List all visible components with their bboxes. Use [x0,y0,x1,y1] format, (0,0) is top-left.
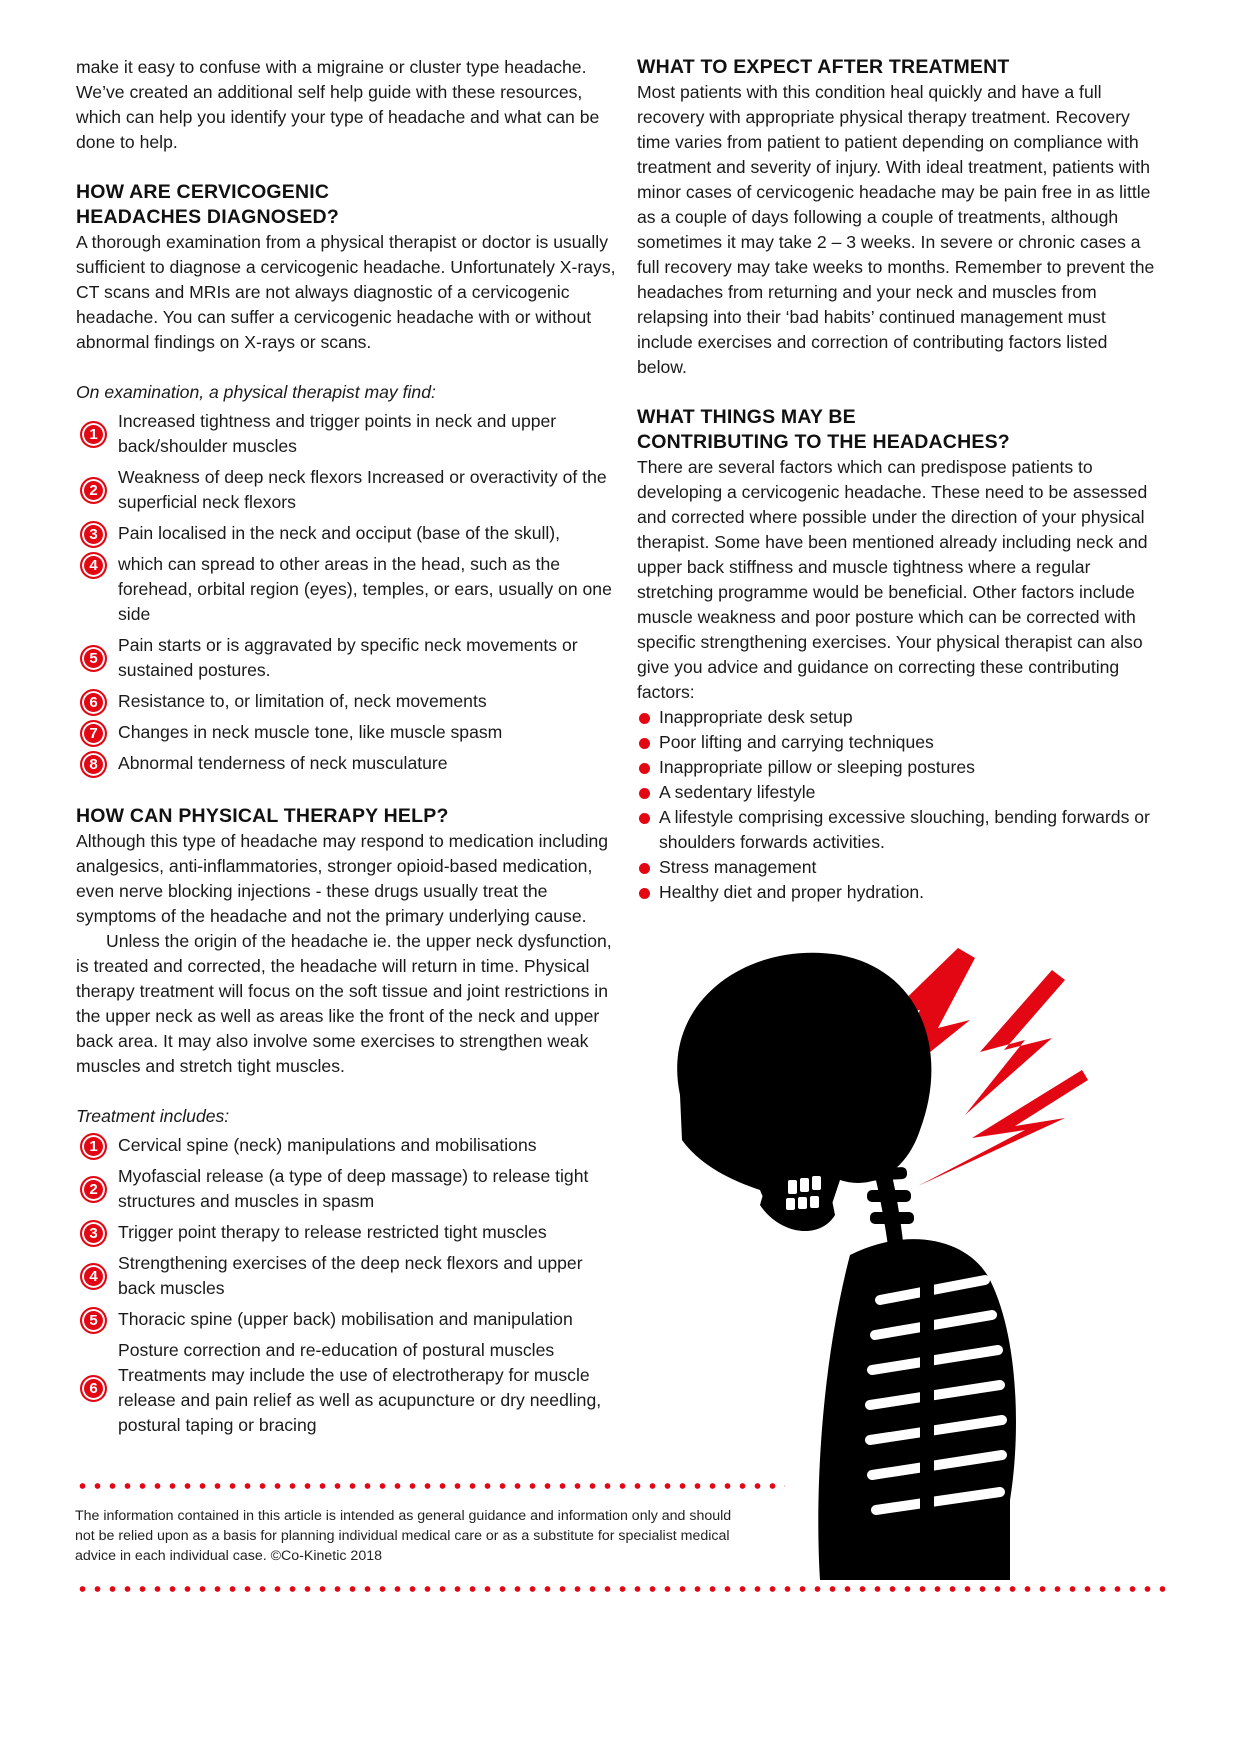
list-item: 8 Abnormal tenderness of neck musculature [76,751,616,776]
list-item: Healthy diet and proper hydration. [637,880,1157,905]
diagnosis-heading [76,180,616,230]
list-item: 6 Posture correction and re-education of postural muscles Treatments may include the use of electrotherapy for muscle release and pain relief as well as acupuncture or dry needling, postural taping or bracing [76,1338,616,1438]
list-item: 2 Myofascial release (a type of deep massage) to release tight structures and muscles in spasm [76,1164,616,1214]
list-item: 5 Thoracic spine (upper back) mobilisation and manipulation [76,1307,616,1332]
left-column [76,55,616,1444]
contributing-body: There are several factors which can predispose patients to developing a cervicogenic headache. These need to be assessed and corrected where possible under the direction of your physical therapist. Some have been mentioned already including neck and upper back stiffness and muscle tightness where a regular stretching programme would be beneficial. Other factors include muscle weakness and poor posture which can be corrected with specific strengthening exercises. Your physical therapist can also give you advice and guidance on correcting these contributing factors: [637,457,1148,702]
after-treatment-body: Most patients with this condition heal quickly and have a full recovery with appropriate physical therapy treatment. Recovery time varies from patient to patient depending on compliance with treatment and severity of injury. With ideal treatment, patients with minor cases of cervicogenic headache may be pain free in as little as a couple of days following a couple of treatments, although sometimes it may take 2 – 3 weeks. In severe or chronic cases a full recovery may take weeks to months. Remember to prevent the headaches from returning and your neck and muscles from relapsing into their ‘bad habits’ continued management must include exercises and correction of contributing factors listed below. [637,82,1155,377]
list-item: Inappropriate pillow or sleeping postures [637,755,1157,780]
therapy-body-1: Although this type of headache may respond to medication including analgesics, anti-inflammatories, stronger opioid-based medication, even nerve blocking injections - these drugs usually treat the symptoms of the headache and not the primary underlying cause. [76,831,609,926]
number-badge: 2 [80,477,107,504]
list-item: 1 Cervical spine (neck) manipulations and mobilisations [76,1133,616,1158]
disclaimer: The information contained in this article is intended as general guidance and information only and should not be relied upon as a basis for planning individual medical care or as a substitute for specialist medical advice in each individual case. ©Co-Kinetic 2018 [75,1508,732,1564]
list-item: Poor lifting and carrying techniques [637,730,1157,755]
findings-list [76,409,616,776]
number-badge: 1 [80,1133,107,1160]
list-item: A sedentary lifestyle [637,780,1157,805]
contributing-heading-line2: CONTRIBUTING TO THE HEADACHES? [637,431,1010,453]
dotted-divider [75,1586,1165,1592]
number-badge: 3 [80,521,107,548]
list-item: 3 Trigger point therapy to release restricted tight muscles [76,1220,616,1245]
treatment-intro: Treatment includes: [76,1106,230,1126]
after-treatment-heading: WHAT TO EXPECT AFTER TREATMENT [637,56,1010,78]
number-badge: 3 [80,1220,107,1247]
number-badge: 8 [80,751,107,778]
list-item: 7 Changes in neck muscle tone, like muscle spasm [76,720,616,745]
contributing-heading [637,405,1157,455]
therapy-body-2: Unless the origin of the headache ie. the upper neck dysfunction, is treated and corrected, the headache will return in time. Physical therapy treatment will focus on the soft tissue and joint restrictions in the upper neck as well as areas like the front of the neck and upper back area. It may also involve some exercises to strengthen weak muscles and stretch tight muscles. [76,931,612,1076]
diagnosis-heading-line2: HEADACHES DIAGNOSED? [76,206,339,228]
diagnosis-body: A thorough examination from a physical therapist or doctor is usually sufficient to diagnose a cervicogenic headache. Unfortunately X-rays, CT scans and MRIs are not always diagnostic of a cervicogenic headache. You can suffer a cervicogenic headache with or without abnormal findings on X-rays or scans. [76,232,616,352]
list-item: 2 Weakness of deep neck flexors Increased or overactivity of the superficial neck flexors [76,465,616,515]
number-badge: 2 [80,1176,107,1203]
findings-intro: On examination, a physical therapist may find: [76,382,436,402]
list-item: 6 Resistance to, or limitation of, neck movements [76,689,616,714]
diagnosis-heading-line1: HOW ARE CERVICOGENIC [76,181,330,203]
list-item: 1 Increased tightness and trigger points in neck and upper back/shoulder muscles [76,409,616,459]
list-item: 4 Strengthening exercises of the deep neck flexors and upper back muscles [76,1251,616,1301]
dotted-divider [75,1483,785,1489]
list-item: Inappropriate desk setup [637,705,1157,730]
number-badge: 5 [80,1307,107,1334]
intro-paragraph: make it easy to confuse with a migraine or cluster type headache. We’ve created an additional self help guide with these resources, which can help you identify your type of headache and what can be done to help. [76,57,600,152]
number-badge: 4 [80,552,107,579]
number-badge: 4 [80,1263,107,1290]
number-badge: 1 [80,421,107,448]
lightning-bolt-icon [918,1070,1088,1186]
number-badge: 6 [80,1375,107,1402]
factor-list [637,705,1157,905]
list-item: 5 Pain starts or is aggravated by specific neck movements or sustained postures. [76,633,616,683]
contributing-heading-line1: WHAT THINGS MAY BE [637,406,856,428]
therapy-heading: HOW CAN PHYSICAL THERAPY HELP? [76,805,449,827]
number-badge: 7 [80,720,107,747]
list-item: Stress management [637,855,1157,880]
list-item: 3 Pain localised in the neck and occiput (base of the skull), [76,521,616,546]
number-badge: 5 [80,645,107,672]
list-item: A lifestyle comprising excessive slouching, bending forwards or shoulders forwards activities. [637,805,1157,855]
treatment-list [76,1133,616,1438]
number-badge: 6 [80,689,107,716]
list-item: 4 which can spread to other areas in the head, such as the forehead, orbital region (eyes), temples, or ears, usually on one side [76,552,616,627]
right-column [637,55,1157,905]
ribcage-icon [818,1239,1016,1580]
